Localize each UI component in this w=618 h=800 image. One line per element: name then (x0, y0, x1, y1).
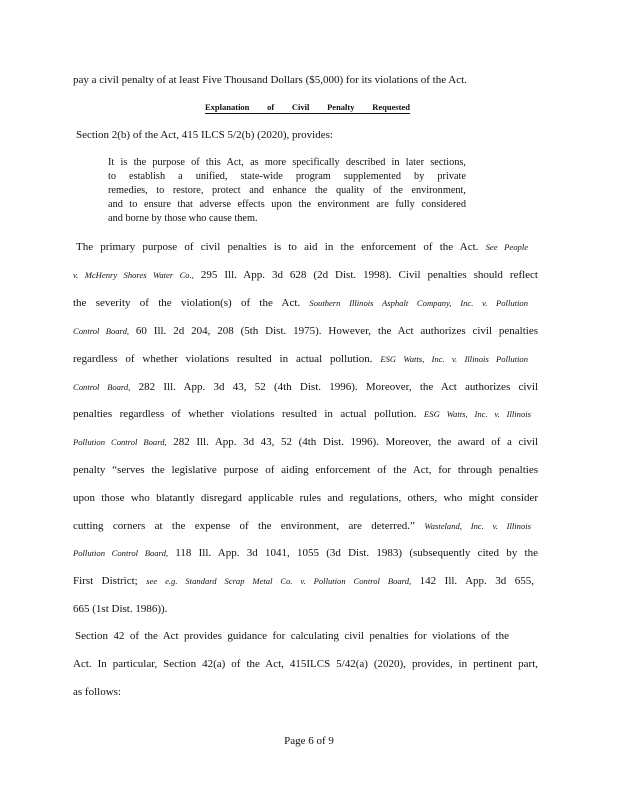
citation: Pollution Control Board, (73, 437, 167, 447)
citation: Control Board, (73, 326, 130, 336)
citation: Control Board, (73, 382, 131, 392)
text-run: The primary purpose of civil penalties is to aid in the enforcement of the Act. (76, 241, 479, 253)
paragraph-line (73, 380, 538, 394)
section-heading: Explanation of Civil Penalty Requested (205, 102, 410, 112)
paragraph-line: upon those who blatantly disregard applicable rules and regulations, others, who might consider (73, 492, 538, 504)
text-run: 282 Ill. App. 3d 43, 52 (4th Dist. 1996). Moreover, the Act authorizes civil (138, 381, 538, 393)
quote-line: and to ensure that adverse effects upon the environment are fully considered (108, 199, 466, 210)
paragraph-line (73, 546, 538, 560)
text-run: 118 Ill. App. 3d 1041, 1055 (3d Dist. 1983) (subsequently cited by the (175, 547, 538, 559)
paragraph-line: Section 42 of the Act provides guidance for calculating civil penalties for violations of the (75, 630, 509, 642)
paragraph-line: 665 (1st Dist. 1986)). (73, 603, 168, 615)
paragraph-line (73, 519, 531, 533)
text-run: 282 Ill. App. 3d 43, 52 (4th Dist. 1996). Moreover, the award of a civil (173, 436, 538, 448)
citation: Wasteland, Inc. v. Illinois (424, 521, 531, 531)
intro-line: pay a civil penalty of at least Five Thousand Dollars ($5,000) for its violations of the Act. (73, 74, 467, 86)
text-run: 142 Ill. App. 3d 655, (419, 575, 534, 587)
citation: see e.g. Standard Scrap Metal Co. v. Pollution Control Board, (146, 576, 412, 586)
page-number: Page 6 of 9 (284, 735, 334, 747)
paragraph-line: as follows: (73, 686, 121, 698)
text-run: penalties regardless of whether violations resulted in actual pollution. (73, 408, 417, 420)
text-run: cutting corners at the expense of the environment, are deterred.” (73, 520, 415, 532)
paragraph-line: penalty “serves the legislative purpose of aiding enforcement of the Act, for through penalties (73, 464, 538, 476)
text-run: First District; (73, 575, 138, 587)
text-run: 295 Ill. App. 3d 628 (2d Dist. 1998). Civil penalties should reflect (200, 269, 538, 281)
citation: v. McHenry Shores Water Co., (73, 270, 194, 280)
paragraph-line (73, 352, 528, 366)
paragraph-line: Act. In particular, Section 42(a) of the Act, 415ILCS 5/42(a) (2020), provides, in pertinent part, (73, 658, 538, 670)
citation: See People (485, 242, 528, 252)
citation: Pollution Control Board, (73, 548, 169, 558)
text-run: the severity of the violation(s) of the Act. (73, 297, 301, 309)
quote-line: to establish a unified, state-wide program supplemented by private (108, 171, 466, 182)
paragraph-line (73, 268, 538, 282)
paragraph-line (73, 296, 528, 310)
text-run: 60 Ill. 2d 204, 208 (5th Dist. 1975). However, the Act authorizes civil penalties (135, 325, 538, 337)
paragraph-line (73, 435, 538, 449)
paragraph-line (76, 240, 528, 254)
citation: ESG Watts, Inc. v. Illinois (424, 409, 531, 419)
quote-line: It is the purpose of this Act, as more specifically described in later sections, (108, 157, 466, 168)
citation: ESG Watts, Inc. v. Illinois Pollution (380, 354, 528, 364)
quote-line: and borne by those who cause them. (108, 213, 258, 224)
quote-line: remedies, to restore, protect and enhance the quality of the environment, (108, 185, 466, 196)
text-run: regardless of whether violations resulted in actual pollution. (73, 353, 373, 365)
paragraph-line (73, 574, 534, 588)
paragraph-line (73, 407, 531, 421)
citation: Southern Illinois Asphalt Company, Inc. v. Pollution (309, 298, 528, 308)
section-2b-intro: Section 2(b) of the Act, 415 ILCS 5/2(b) (2020), provides: (76, 129, 333, 141)
paragraph-line (73, 324, 538, 338)
